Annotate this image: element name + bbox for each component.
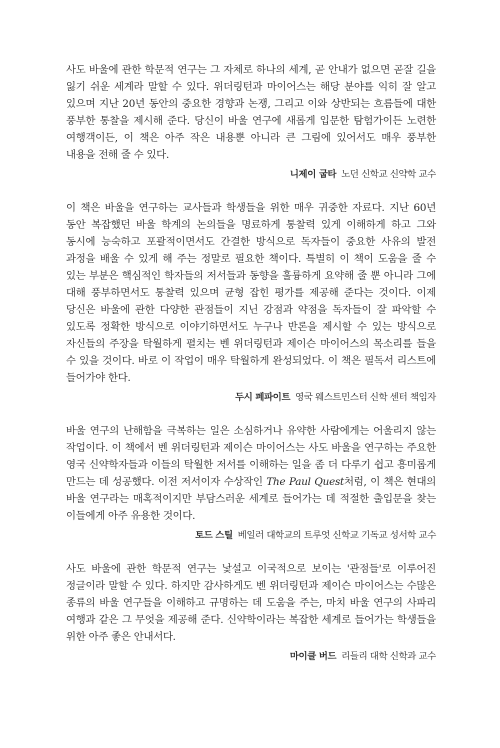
endorsement-text: 사도 바울에 관한 학문적 연구는 그 자체로 하나의 세계, 곧 안내가 없으면 곧잘 길을 잃기 쉬운 세계라 말할 수 있다. 위더링턴과 마이어스는 해당 분야를 익히 잘 알고 있으며 지난 20년 동안의 중요한 경향과 논쟁, 그리고 이와 상반되는 흐름들에 대한 풍부한 통찰을 제시해 준다. 당신이 바울 연구에 새롭게 입문한 탐험가이든 노련한 여행객이든, 이 책은 아주 작은 내용뿐 아니라 큰 그림에 있어서도 매우 풍부한 내용을 전해 줄 수 있다.	[66, 64, 436, 161]
endorsement-text-before: 바울 연구의 난해함을 극복하는 일은 소심하거나 유약한 사람에게는 어울리지 않는 작업이다. 이 책에서 벤 위더링턴과 제이슨 마이어스는 사도 바울을 연구하는 주요한 영국 신약학자들과 이들의 탁월한 저서를 이해하는 일을 좀 더 다루기 쉽고 흥미롭게 만드는 데 성공했다. 이전 저서이자 수상작인	[66, 425, 436, 488]
endorsement-text: 이 책은 바울을 연구하는 교사들과 학생들을 위한 매우 귀중한 자료다. 지난 60년 동안 복잡했던 바울 학계의 논의들을 명료하게 통찰력 있게 이해하게 하고 그와 동시에 능숙하고 포괄적이면서도 간결한 방식으로 독자들이 중요한 사유의 발전 과정을 배울 수 있게 해 주는 정말로 필요한 책이다. 특별히 이 책이 도움을 줄 수 있는 부분은 핵심적인 학자들의 저서들과 동향을 훌륭하게 요약해 줄 뿐 아니라 그에 대해 풍부하면서도 통찰력 있으며 균형 잡힌 평가를 제공해 준다는 것이다. 이제 당신은 바울에 관한 다양한 관점들이 지닌 강점과 약점을 독자들이 잘 파악할 수 있도록 정확한 방식으로 이야기하면서도 누구나 반론을 제시할 수 있는 방식으로 자신들의 주장을 탁월하게 펼치는 벤 위더링턴과 제이슨 마이어스의 목소리를 들을 수 있을 것이다. 바로 이 작업이 매우 탁월하게 완성되었다. 이 책은 필독서 리스트에 들어가야 한다.	[66, 202, 436, 384]
endorsement-attribution	[66, 529, 436, 543]
endorsement	[66, 200, 436, 405]
endorser-role: 영국 웨스트민스터 신학 센터 책임자	[295, 392, 436, 403]
endorser-role: 노던 신학교 신약학 교수	[341, 169, 436, 180]
endorser-name: 두시 페파이트	[235, 392, 291, 403]
endorsement	[66, 62, 436, 182]
endorsement	[66, 561, 436, 664]
endorser-role: 베일러 대학교의 트루엇 신학교 기독교 성서학 교수	[237, 530, 436, 541]
endorser-name: 니제이 굽타	[289, 169, 337, 180]
endorsement-attribution	[66, 391, 436, 405]
endorser-role: 리들리 대학 신학과 교수	[341, 651, 436, 662]
endorsement-attribution	[66, 650, 436, 664]
endorsement-text: 사도 바울에 관한 학문적 연구는 낯설고 이국적으로 보이는 '관점들'로 이루어진 정글이라 말할 수 있다. 하지만 감사하게도 벤 위더링턴과 제이슨 마이어스는 수많은 종류의 바울 연구들을 이해하고 규명하는 데 도움을 주는, 마치 바울 연구의 사파리 여행과 같은 그 무엇을 제공해 준다. 신약학이라는 복잡한 세계로 들어가는 학생들을 위한 아주 좋은 안내서다.	[66, 563, 436, 643]
endorsement-attribution	[66, 168, 436, 182]
endorser-name: 마이클 버드	[289, 651, 337, 662]
endorsement-text-after: 처럼, 이 책은 현대의 바울 연구라는 매혹적이지만 부담스러운 세계로 들어가는 데 적절한 출입문을 찾는 이들에게 아주 유용한 것이다.	[66, 476, 436, 522]
endorsement-text	[66, 423, 436, 525]
endorsements-page	[66, 62, 436, 664]
endorsement	[66, 423, 436, 543]
endorser-name: 토드 스틸	[195, 530, 233, 541]
book-title: The Paul Quest	[266, 476, 344, 488]
